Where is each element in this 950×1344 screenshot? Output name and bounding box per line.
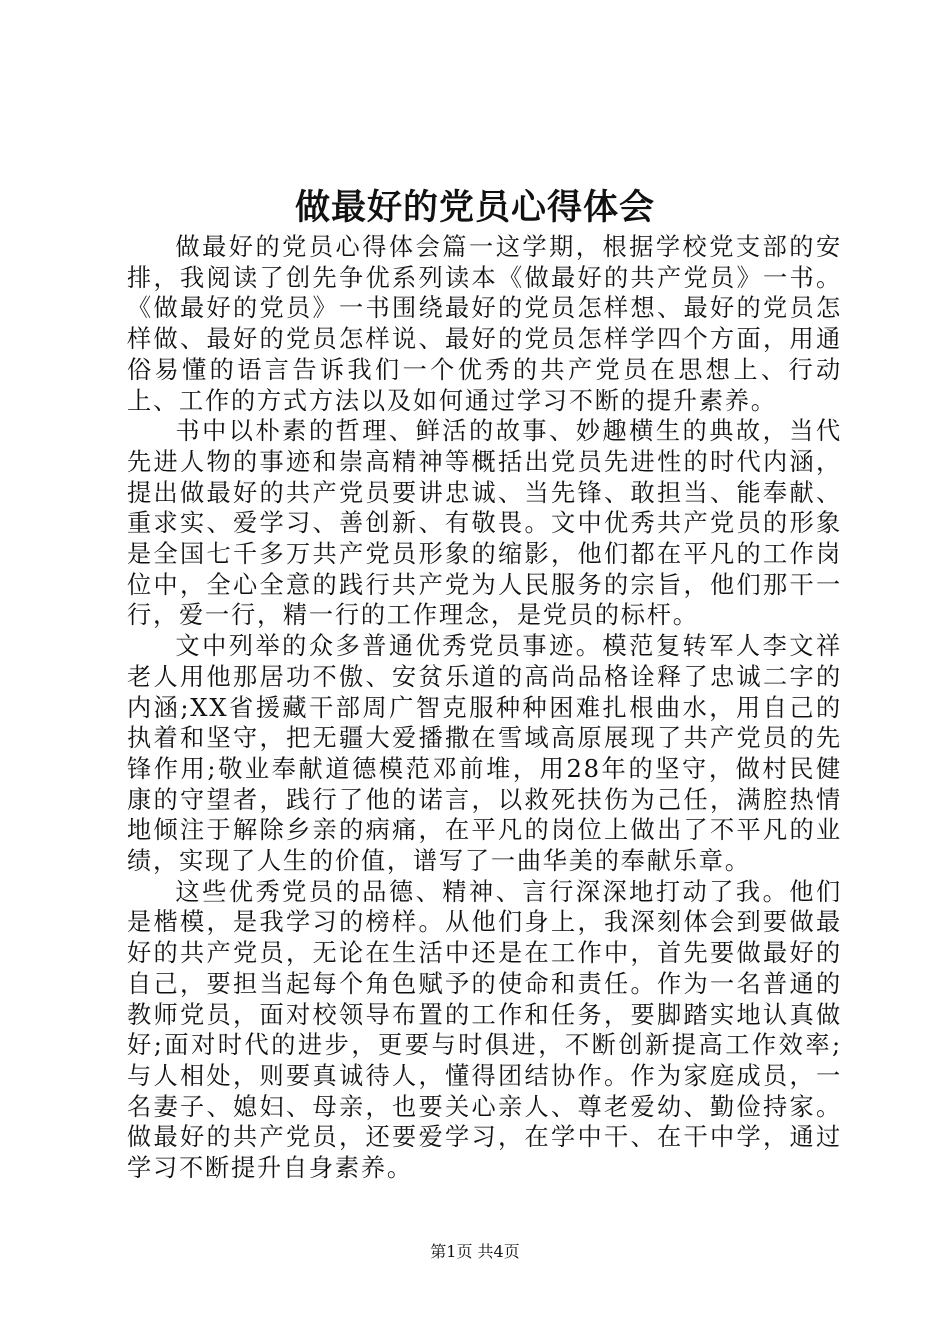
paragraph-4: 这些优秀党员的品德、精神、言行深深地打动了我。他们是楷模，是我学习的榜样。从他们身上，我深刻体会到要做最好的共产党员，无论在生活中还是在工作中，首先要做最好的自己，要担当起每个角色赋予的使命和责任。作为一名普通的教师党员，面对校领导布置的工作和任务，要脚踏实地认真做好;面对时代的进步，更要与时俱进，不断创新提高工作效率;与人相处，则要真诚待人，懂得团结协作。作为家庭成员，一名妻子、媳妇、母亲，也要关心亲人、尊老爱幼、勤俭持家。做最好的共产党员，还要爱学习，在学中干、在干中学，通过学习不断提升自身素养。 xyxy=(127,877,842,1183)
document-body xyxy=(127,232,842,1184)
paragraph-1: 做最好的党员心得体会篇一这学期，根据学校党支部的安排，我阅读了创先争优系列读本《做最好的共产党员》一书。《做最好的党员》一书围绕最好的党员怎样想、最好的党员怎样做、最好的党员怎样说、最好的党员怎样学四个方面，用通俗易懂的语言告诉我们一个优秀的共产党员在思想上、行动上、工作的方式方法以及如何通过学习不断的提升素养。 xyxy=(127,233,842,415)
page-number-footer: 第1页 共4页 xyxy=(430,1242,520,1261)
paragraph-2: 书中以朴素的哲理、鲜活的故事、妙趣横生的典故，当代先进人物的事迹和崇高精神等概括出党员先进性的时代内涵，提出做最好的共产党员要讲忠诚、当先锋、敢担当、能奉献、重求实、爱学习、善创新、有敬畏。文中优秀共产党员的形象是全国七千多万共产党员形象的缩影，他们都在平凡的工作岗位中，全心全意的践行共产党为人民服务的宗旨，他们那干一行，爱一行，精一行的工作理念，是党员的标杆。 xyxy=(127,417,842,630)
paragraph-3: 文中列举的众多普通优秀党员事迹。模范复转军人李文祥老人用他那居功不傲、安贫乐道的高尚品格诠释了忠诚二字的内涵;XX省援藏干部周广智克服种种困难扎根曲水，用自己的执着和坚守，把无疆大爱播撒在雪域高原展现了共产党员的先锋作用;敬业奉献道德模范邓前堆，用28年的坚守，做村民健康的守望者，践行了他的诺言，以救死扶伤为己任，满腔热情地倾注于解除乡亲的病痛，在平凡的岗位上做出了不平凡的业绩，实现了人生的价值，谱写了一曲华美的奉献乐章。 xyxy=(127,632,842,876)
page-title: 做最好的党员心得体会 xyxy=(294,187,655,228)
